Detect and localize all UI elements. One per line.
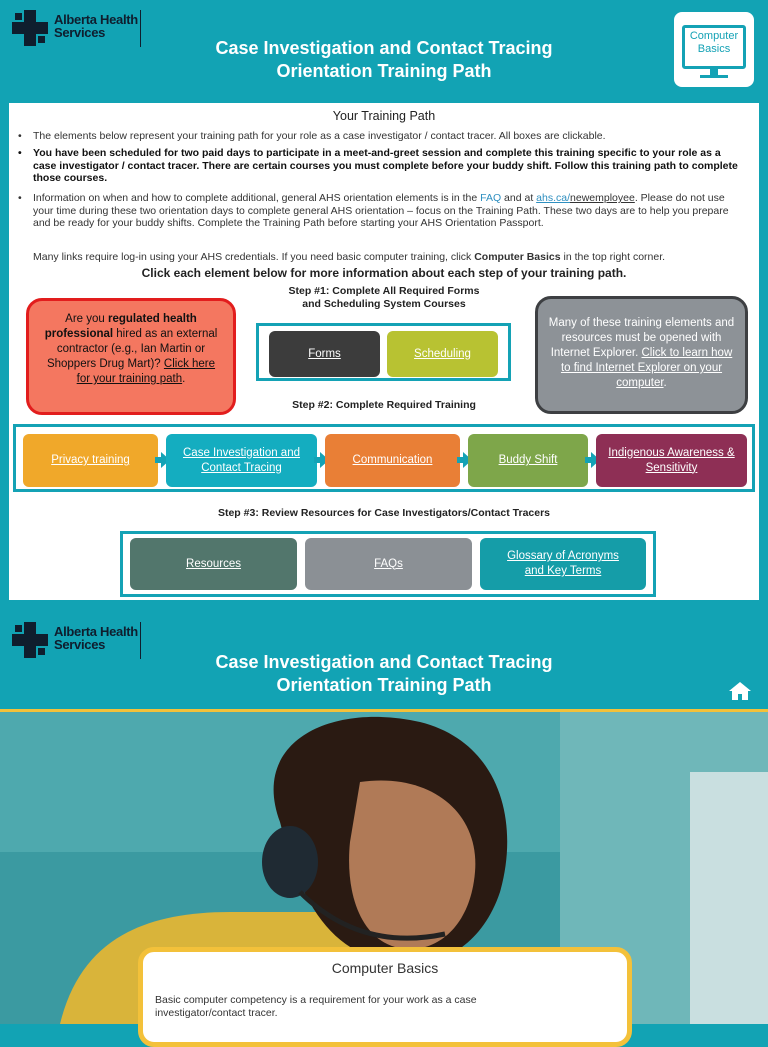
logo-line1: Alberta Health xyxy=(54,12,138,27)
logo-line2: Services xyxy=(54,637,106,652)
red-text-a: Are you xyxy=(65,313,108,325)
cb-label1: Computer xyxy=(689,30,739,42)
bullet-3-text-a: Information on when and how to complete additional, general AHS orientation elements is in the xyxy=(33,192,481,204)
bullet-3-text-c: . Please do not use your time during these two orientation days to complete general AHS orientation – focus on the Training Path. These two days are to help you prepare and be ready for your buddy shifts. Complete the Training Path before starting your AHS Orientation Passport. xyxy=(33,192,729,229)
title-line2: Orientation Training Path xyxy=(276,61,492,81)
monitor-icon xyxy=(682,25,746,69)
logo-line1: Alberta Health xyxy=(54,624,138,639)
communication-button[interactable]: Communication xyxy=(325,434,460,487)
page-title xyxy=(0,37,768,83)
slide2-title xyxy=(0,651,768,697)
title-line1: Case Investigation and Contact Tracing xyxy=(215,38,553,58)
faq-link[interactable]: FAQ xyxy=(480,192,502,204)
bullet-4-computer-basics: Computer Basics xyxy=(474,251,561,263)
scheduling-button[interactable]: Scheduling xyxy=(387,331,498,377)
bullet-2: • You have been scheduled for two paid days to participate in a meet-and-greet session and complete this training specific to your role as a case investigator / contact tracer. There are certain courses you must complete before your buddy shift. Follow this training path to complete those courses. xyxy=(33,147,743,185)
home-icon[interactable] xyxy=(728,681,752,701)
bullet-1: • The elements below represent your training path for your role as a case investigator / contact tracer. All boxes are clickable. xyxy=(33,130,743,143)
red-text-c: hired as an external contractor (e.g., Ian Martin or Shoppers Drug Mart)? xyxy=(46,328,218,370)
cb-label2: Basics xyxy=(697,43,731,55)
bullet-4-text-c: in the top right corner. xyxy=(560,251,666,263)
buddy-shift-button[interactable]: Buddy Shift xyxy=(468,434,588,487)
bullet-4 xyxy=(33,251,743,263)
regulated-professional-box[interactable] xyxy=(26,298,236,415)
title-line2: Orientation Training Path xyxy=(276,675,492,695)
resources-button[interactable]: Resources xyxy=(130,538,297,590)
regulated-path-link[interactable]: Click here for your training path xyxy=(76,358,216,385)
bullet-3-text-b: and at xyxy=(501,192,537,204)
slide2-header xyxy=(0,612,768,709)
training-path-panel xyxy=(9,103,759,600)
internet-explorer-box[interactable] xyxy=(535,296,748,414)
computer-basics-card xyxy=(138,947,632,1047)
grey-text-a: Many of these training elements and resources must be opened with Internet Explorer. xyxy=(548,317,735,359)
computer-basics-button[interactable] xyxy=(674,12,754,87)
step2-label: Step #2: Complete Required Training xyxy=(292,399,476,411)
grey-text-b: . xyxy=(663,377,667,389)
logo-line2: Services xyxy=(54,25,106,40)
red-text-d: . xyxy=(182,373,186,385)
ahs-link[interactable]: ahs.ca/ xyxy=(536,192,571,204)
case-investigation-button[interactable]: Case Investigation and Contact Tracing xyxy=(166,434,317,487)
bullet-3 xyxy=(33,192,743,230)
faqs-button[interactable]: FAQs xyxy=(305,538,472,590)
glossary-button[interactable]: Glossary of Acronyms and Key Terms xyxy=(480,538,646,590)
red-text-b: regulated health professional xyxy=(44,313,197,340)
panel-heading: Your Training Path xyxy=(332,109,436,123)
forms-button[interactable]: Forms xyxy=(269,331,380,377)
newemployee-link[interactable]: newemployee xyxy=(570,192,635,204)
card-title: Computer Basics xyxy=(331,960,439,976)
ie-link[interactable]: Click to learn how to find Internet Explorer on your computer xyxy=(560,347,733,389)
title-line1: Case Investigation and Contact Tracing xyxy=(215,652,553,672)
step1-line2: and Scheduling System Courses xyxy=(302,298,466,310)
privacy-training-button[interactable]: Privacy training xyxy=(23,434,158,487)
bullet-4-text-a: Many links require log-in using your AHS credentials. If you need basic computer training, click xyxy=(33,251,475,263)
step3-label: Step #3: Review Resources for Case Investigators/Contact Tracers xyxy=(217,507,551,519)
card-text: Basic computer competency is a requirement for your work as a case investigator/contact tracer. xyxy=(155,994,477,1019)
click-instruction: Click each element below for more information about each step of your training path. xyxy=(141,266,627,280)
step1-line1: Step #1: Complete All Required Forms xyxy=(288,285,480,297)
slide-computer-basics xyxy=(0,612,768,1024)
indigenous-awareness-button[interactable]: Indigenous Awareness & Sensitivity xyxy=(596,434,747,487)
